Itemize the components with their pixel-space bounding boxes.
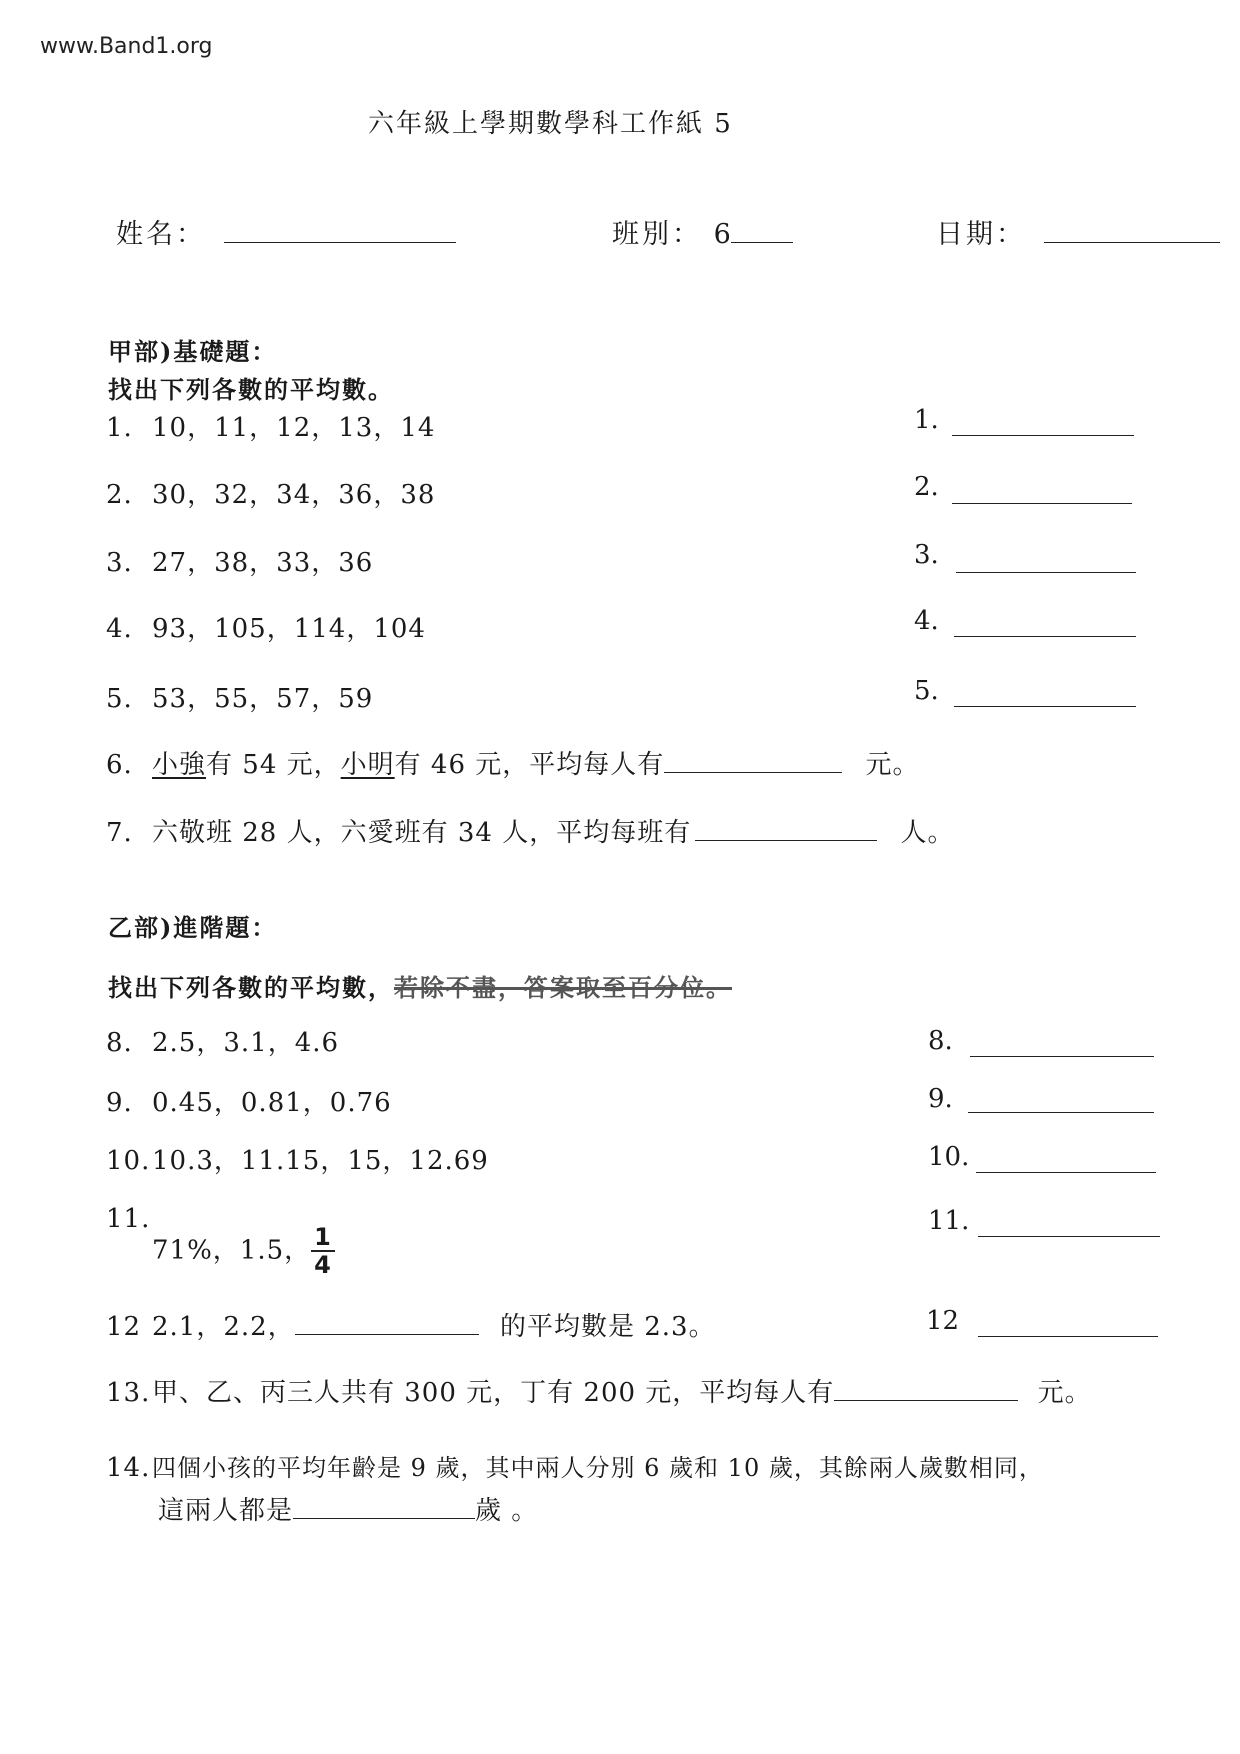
- question-text: 71%，1.5，: [152, 1235, 312, 1266]
- question-3: [106, 542, 373, 579]
- question-11: [152, 1224, 335, 1279]
- question-text: 有 54 元，: [206, 750, 341, 780]
- question-number: 8.: [106, 1028, 133, 1058]
- answer-number-2: 2.: [914, 472, 939, 502]
- unit-label: 元。: [865, 750, 920, 780]
- question-10: [106, 1140, 489, 1177]
- unit-label: 歲 。: [475, 1496, 539, 1526]
- question-text: 30，32，34，36，38: [152, 480, 436, 510]
- question-9: [106, 1082, 392, 1119]
- question-7: [106, 812, 955, 849]
- question-text: 四個小孩的平均年齡是 9 歲，其中兩人分別 6 歲和 10 歲，其餘兩人歲數相同，: [152, 1454, 1044, 1482]
- question-text: 有 46 元，平均每人有: [394, 750, 665, 780]
- question-number: 13.: [106, 1378, 151, 1408]
- answer-number-11: 11.: [928, 1206, 970, 1236]
- answer-blank-12[interactable]: [978, 1336, 1158, 1337]
- instruction-smudged-text: 若除不盡，答案取至百分位。: [394, 973, 732, 1002]
- answer-number-8: 8.: [928, 1026, 953, 1056]
- question-number: 5.: [106, 684, 133, 714]
- answer-blank-5[interactable]: [954, 706, 1136, 707]
- answer-number-4: 4.: [914, 606, 939, 636]
- name-field: [116, 212, 456, 251]
- question-text: 53，55，57，59: [152, 684, 374, 714]
- question-14: [106, 1448, 1044, 1483]
- question-number: 4.: [106, 614, 133, 644]
- person-name-1: 小強: [152, 750, 207, 780]
- date-label: 日期：: [936, 219, 1026, 250]
- date-blank[interactable]: [1044, 220, 1220, 243]
- name-blank[interactable]: [224, 220, 456, 243]
- question-number: 7.: [106, 818, 133, 848]
- question-5: [106, 678, 373, 715]
- unit-label: 人。: [900, 818, 955, 848]
- answer-blank-4[interactable]: [954, 636, 1136, 637]
- unit-label: 元。: [1037, 1378, 1092, 1408]
- site-url[interactable]: www.Band1.org: [40, 34, 213, 59]
- question-text: 2.1，2.2，: [152, 1312, 295, 1342]
- answer-blank-14[interactable]: [293, 1496, 475, 1519]
- question-text: 甲、乙、丙三人共有 300 元，丁有 200 元，平均每人有: [152, 1378, 835, 1408]
- question-6: [106, 744, 920, 781]
- answer-blank-1[interactable]: [952, 435, 1134, 436]
- question-number: 14.: [106, 1453, 151, 1483]
- answer-number-9: 9.: [928, 1084, 953, 1114]
- answer-blank-7[interactable]: [695, 818, 877, 841]
- fraction-numerator: 1: [311, 1224, 335, 1252]
- question-8: [106, 1022, 339, 1059]
- instruction-text: 找出下列各數的平均數，: [108, 973, 394, 1002]
- answer-blank-3[interactable]: [956, 572, 1136, 573]
- answer-number-3: 3.: [914, 540, 939, 570]
- answer-number-1: 1.: [914, 405, 939, 435]
- answer-blank-12-inline[interactable]: [295, 1312, 479, 1335]
- answer-number-10: 10.: [928, 1142, 970, 1172]
- question-text: 六敬班 28 人，六愛班有 34 人，平均每班有: [152, 818, 692, 848]
- question-number: 9.: [106, 1088, 133, 1118]
- fraction: [311, 1224, 335, 1279]
- part-a-instruction: 找出下列各數的平均數。: [108, 375, 394, 404]
- class-label: 班別：: [612, 219, 702, 250]
- question-text: 這兩人都是: [158, 1496, 294, 1526]
- name-label: 姓名：: [116, 219, 206, 250]
- question-1: [106, 407, 435, 444]
- question-text: 2.5，3.1，4.6: [152, 1028, 340, 1058]
- question-text: 93，105，114，104: [152, 614, 426, 644]
- worksheet-title: 六年級上學期數學科工作紙 5: [368, 109, 733, 139]
- question-number: 2.: [106, 480, 133, 510]
- question-12: [106, 1306, 716, 1343]
- answer-blank-13[interactable]: [834, 1378, 1018, 1401]
- question-13: [106, 1372, 1092, 1409]
- question-text: 0.45，0.81，0.76: [152, 1088, 392, 1118]
- class-blank[interactable]: [731, 220, 793, 243]
- question-number: 12: [106, 1312, 142, 1342]
- question-text: 10，11，12，13，14: [152, 413, 436, 443]
- question-number: 3.: [106, 548, 133, 578]
- question-11-number: 11.: [106, 1204, 151, 1234]
- answer-blank-10[interactable]: [976, 1172, 1156, 1173]
- answer-blank-9[interactable]: [968, 1112, 1154, 1113]
- answer-blank-11[interactable]: [978, 1236, 1160, 1237]
- answer-number-5: 5.: [914, 676, 939, 706]
- answer-blank-2[interactable]: [952, 503, 1132, 504]
- fraction-denominator: 4: [314, 1251, 332, 1280]
- part-a-heading: 甲部)基礎題：: [108, 337, 278, 366]
- question-text: 10.3，11.15，15，12.69: [152, 1146, 489, 1176]
- class-value: 6: [713, 219, 731, 250]
- question-number: 6.: [106, 750, 133, 780]
- question-2: [106, 474, 435, 511]
- question-14-line-2: [158, 1490, 538, 1527]
- question-number: 1.: [106, 413, 133, 443]
- person-name-2: 小明: [340, 750, 395, 780]
- question-4: [106, 608, 426, 645]
- answer-blank-6[interactable]: [664, 750, 842, 773]
- answer-blank-8[interactable]: [970, 1056, 1154, 1057]
- answer-number-12: 12: [926, 1306, 960, 1336]
- class-field: [612, 212, 793, 251]
- part-b-heading: 乙部)進階題：: [108, 913, 278, 942]
- question-suffix: 的平均數是 2.3。: [499, 1312, 716, 1342]
- part-b-instruction: [108, 968, 732, 1003]
- date-field: [936, 212, 1220, 251]
- question-text: 27，38，33，36: [152, 548, 374, 578]
- question-number: 10.: [106, 1146, 151, 1176]
